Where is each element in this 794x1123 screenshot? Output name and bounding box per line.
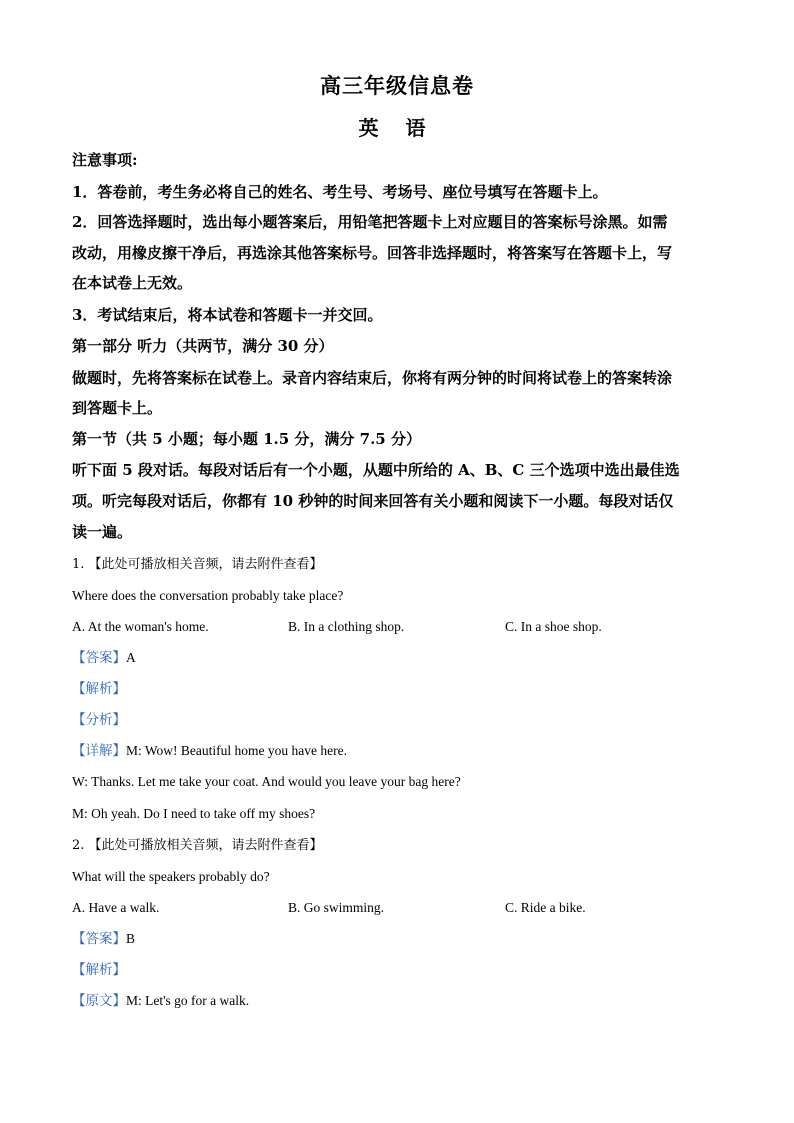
q1-analysis-row [72,678,126,700]
q2-answer: B [126,931,136,946]
detail-tag: 【详解】 [72,743,126,759]
q1-option-b: B. In a clothing shop. [288,619,405,634]
instruction-line-3: 3．考试结束后，将本试卷和答题卡一并交回。 [72,306,383,324]
fenxi-tag: 【分析】 [72,712,126,728]
q2-answer-row [72,928,135,950]
answer-tag: 【答案】 [72,931,126,947]
q1-answer: A [126,650,136,665]
part1-desc-1: 做题时，先将答案标在试卷上。录音内容结束后，你将有两分钟的时间将试卷上的答案转涂 [72,369,673,387]
instructions-heading: 注意事项: [72,151,138,169]
q1-fenxi-row [72,709,126,731]
part1-heading: 第一部分 听力（共两节，满分 30 分） [72,337,334,355]
instruction-line-2a: 2．回答选择题时，选出每小题答案后，用铅笔把答题卡上对应题目的答案标号涂黑。如需 [72,213,668,231]
q2-source-text: M: Let's go for a walk. [126,993,250,1008]
exam-title: 高三年级信息卷 [320,73,474,98]
q1-question: Where does the conversation probably take place? [72,588,344,603]
q2-option-b: B. Go swimming. [288,900,385,915]
section1-desc-3: 读一遍。 [72,523,133,541]
q1-option-c: C. In a shoe shop. [505,619,602,634]
instruction-line-1: 1．答卷前，考生务必将自己的姓名、考生号、考场号、座位号填写在答题卡上。 [72,183,608,201]
part1-desc-2: 到答题卡上。 [72,399,163,417]
q1-m-line: M: Oh yeah. Do I need to take off my shoes? [72,806,316,821]
section1-heading: 第一节（共 5 小题；每小题 1.5 分，满分 7.5 分） [72,430,421,448]
q1-detail-text: M: Wow! Beautiful home you have here. [126,743,347,758]
q2-question: What will the speakers probably do? [72,869,270,884]
q1-w-line: W: Thanks. Let me take your coat. And would you leave your bag here? [72,774,461,789]
instruction-line-2c: 在本试卷上无效。 [72,274,193,292]
q2-analysis-row [72,959,126,981]
q1-answer-row [72,647,136,669]
answer-tag: 【答案】 [72,650,126,666]
subject-title: 英 语 [358,116,436,140]
q1-option-a: A. At the woman's home. [72,619,209,634]
q2-label: 2. 【此处可播放相关音频，请去附件查看】 [72,838,323,853]
instruction-line-2b: 改动，用橡皮擦干净后，再选涂其他答案标号。回答非选择题时，将答案写在答题卡上，写 [72,244,673,262]
section1-desc-1: 听下面 5 段对话。每段对话后有一个小题，从题中所给的 A、B、C 三个选项中选出最佳选 [72,461,680,479]
q1-detail-row [72,740,347,762]
q2-option-c: C. Ride a bike. [505,900,586,915]
analysis-tag: 【解析】 [72,962,126,978]
analysis-tag: 【解析】 [72,681,126,697]
q2-source-row [72,990,249,1012]
source-tag: 【原文】 [72,993,126,1009]
section1-desc-2: 项。听完每段对话后，你都有 10 秒钟的时间来回答有关小题和阅读下一小题。每段对话仅 [72,492,674,510]
q2-option-a: A. Have a walk. [72,900,160,915]
q1-label: 1. 【此处可播放相关音频，请去附件查看】 [72,557,323,572]
